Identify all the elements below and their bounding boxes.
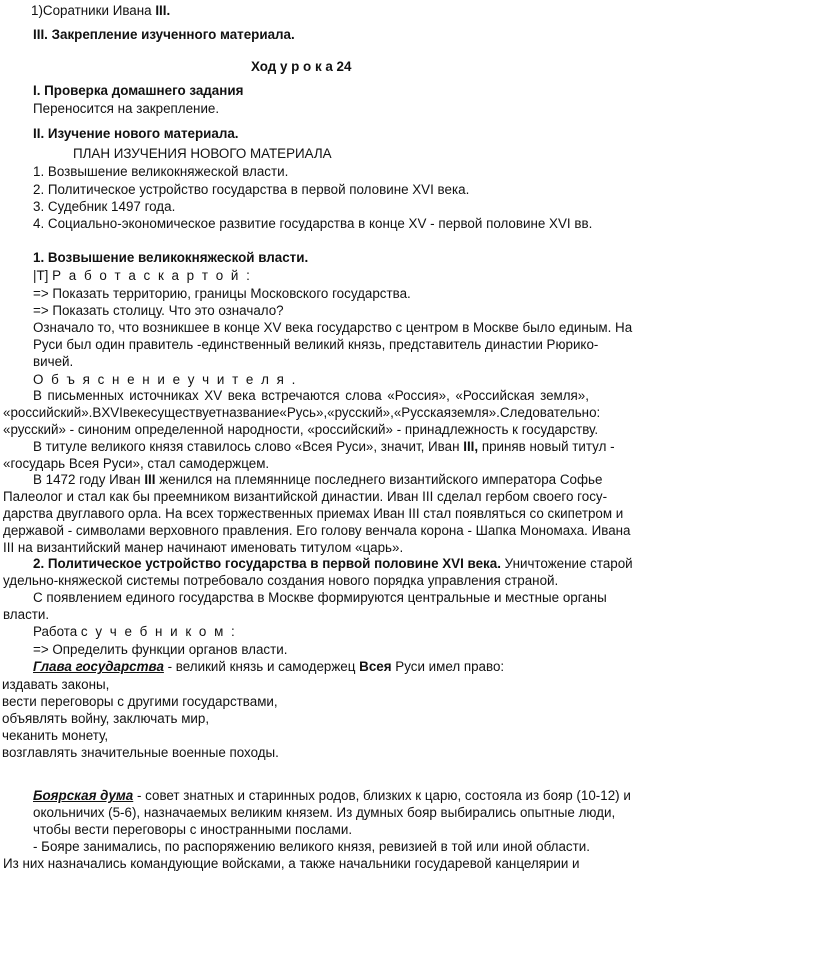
word: «Российская [455, 388, 535, 403]
word: существует [150, 405, 222, 420]
paragraph-line: Означало то, что возникшее в конце XV века государство с центром в Москве было единым. На [33, 320, 633, 335]
text-run: Руси имел право: [391, 659, 505, 674]
word: земля». [451, 405, 500, 420]
textbook-work-line [33, 624, 237, 640]
paragraph-line: вичей. [33, 354, 74, 369]
text-run: приняв новый титул - [481, 439, 615, 454]
boyar-duma-line [33, 788, 631, 804]
part-2-title: II. Изучение нового материала. [33, 126, 239, 141]
plan-title: ПЛАН ИЗУЧЕНИЯ НОВОГО МАТЕРИАЛА [73, 146, 332, 161]
word: «российский». [3, 405, 93, 420]
plan-item [33, 216, 592, 232]
text-run: В титуле великого князя ставилось слово «Всея Руси», значит, Иван [33, 439, 460, 454]
text-run: - совет знатных и старинных родов, близких к царю, состояла из бояр (10-12) и [133, 788, 631, 803]
word: название [221, 405, 280, 420]
paragraph-line [33, 472, 602, 488]
term-head-of-state: Глава государства [33, 659, 164, 674]
paragraph-line: чтобы вести переговоры с иностранными послами. [33, 822, 353, 837]
homework-item [31, 3, 170, 19]
paragraph-line: III на византийский манер начинают именовать титулом «царь». [3, 540, 404, 555]
task-line: => Определить функции органов власти. [33, 642, 288, 657]
plan-number: 3. [33, 199, 45, 214]
word: источниках [129, 388, 199, 403]
paragraph-line: удельно-княжеской системы потребовало создания нового порядка управления страной. [3, 573, 559, 588]
map-work-label: Р а б о т а с к а р т о й : [52, 268, 252, 283]
plan-item [33, 164, 288, 180]
part-1-text: Переносится на закрепление. [33, 101, 220, 116]
word: Следовательно: [499, 405, 601, 420]
word: встречаются [261, 388, 340, 403]
map-tag: |Т] [33, 268, 49, 283]
paragraph-line: державой - символами верховного правления. Его голову венчала корона - Шапка Мономаха. Ивана [3, 523, 631, 538]
paragraph-line: Палеолог и стал как бы преемником византийской династии. Иван III сделал гербом своего госу- [3, 489, 608, 504]
list-item: объявлять войну, заключать мир, [2, 711, 210, 726]
map-work-line [33, 268, 252, 284]
word: «Русская [393, 405, 452, 420]
paragraph-line [33, 439, 615, 455]
paragraph-line [3, 405, 601, 421]
word: XV [204, 388, 223, 403]
word: «Россия», [387, 388, 450, 403]
text-run: В 1472 году Иван [33, 472, 141, 487]
list-item: возглавлять значительные военные походы. [2, 745, 279, 760]
task-line: => Показать столицу. Что это означало? [33, 303, 284, 318]
paragraph-line: Из них назначались командующие войсками, а также начальники государевой канцелярии и [3, 856, 580, 871]
paragraph-line: «русский» - синоним определенной народности, «российский» - принадлежность к государству. [3, 422, 599, 437]
list-item: издавать законы, [2, 677, 110, 692]
text-run: - великий князь и самодержец [163, 659, 360, 674]
task-line: => Показать территорию, границы Московского государства. [33, 286, 411, 301]
plan-item [33, 182, 469, 198]
paragraph-line: «государь Всея Руси», стал самодержцем. [3, 456, 270, 471]
word: XVI [101, 405, 123, 420]
section-3-title: III. Закрепление изученного материала. [33, 27, 295, 42]
word: В [33, 388, 42, 403]
section-1-title: 1. Возвышение великокняжеской власти. [33, 250, 309, 265]
paragraph-line: С появлением единого государства в Москве формируются центральные и местные органы [33, 590, 607, 605]
word: веке [122, 405, 151, 420]
item-number: 1) [31, 3, 43, 18]
plan-item [33, 199, 175, 215]
item-text: Соратники Ивана [42, 3, 152, 18]
word: В [92, 405, 102, 420]
text-run: Работа [33, 624, 78, 639]
lesson-title: Ход у р о к а 24 [251, 59, 352, 74]
plan-text: Судебник 1497 года. [47, 199, 176, 214]
paragraph-line: окольничих (5-6), назначаемых великим князем. Из думных бояр выбирались опытные люди, [33, 805, 616, 820]
part-1-title: I. Проверка домашнего задания [33, 83, 244, 98]
section-2-title-line [33, 556, 633, 572]
text-run: женился на племяннице последнего византийского императора Софье [159, 472, 603, 487]
textbook-work-label: с у ч е б н и к о м : [80, 624, 237, 639]
text-run: III [144, 472, 156, 487]
word: «Русь», [279, 405, 328, 420]
paragraph-line: власти. [3, 607, 50, 622]
paragraph-line: - Бояре занимались, по распоряжению великого князя, ревизией в той или иной области. [33, 839, 590, 854]
word: слова [345, 388, 382, 403]
plan-text: Политическое устройство государства в первой половине XVI века. [47, 182, 470, 197]
plan-text: Социально-экономическое развитие государства в конце XV - первой половине XVI вв. [47, 216, 593, 231]
teacher-explanation-label: О б ъ я с н е н и е у ч и т е л я . [33, 372, 298, 387]
head-of-state-line [33, 659, 504, 675]
word: «русский», [327, 405, 394, 420]
section-2-title: 2. Политическое устройство государства в первой половине XVI века. [33, 556, 501, 571]
term-boyar-duma: Боярская дума [33, 788, 134, 803]
text-run: Всея [359, 659, 392, 674]
paragraph-line: дарства двуглавого орла. На всех торжественных приемах Иван III стал появляться со скипетром и [3, 506, 624, 521]
paragraph-line [33, 388, 589, 404]
list-item: вести переговоры с другими государствами, [2, 694, 278, 709]
plan-number: 1. [33, 164, 45, 179]
list-item: чеканить монету, [2, 728, 109, 743]
item-roman: III. [155, 3, 171, 18]
plan-text: Возвышение великокняжеской власти. [47, 164, 289, 179]
word: письменных [47, 388, 124, 403]
word: земля», [540, 388, 589, 403]
word: века [227, 388, 256, 403]
paragraph-line: Руси был один правитель -единственный великий князь, представитель династии Рюрико- [33, 337, 599, 352]
plan-number: 2. [33, 182, 45, 197]
text-run: Уничтожение старой [504, 556, 633, 571]
plan-number: 4. [33, 216, 45, 231]
text-run: III, [463, 439, 479, 454]
